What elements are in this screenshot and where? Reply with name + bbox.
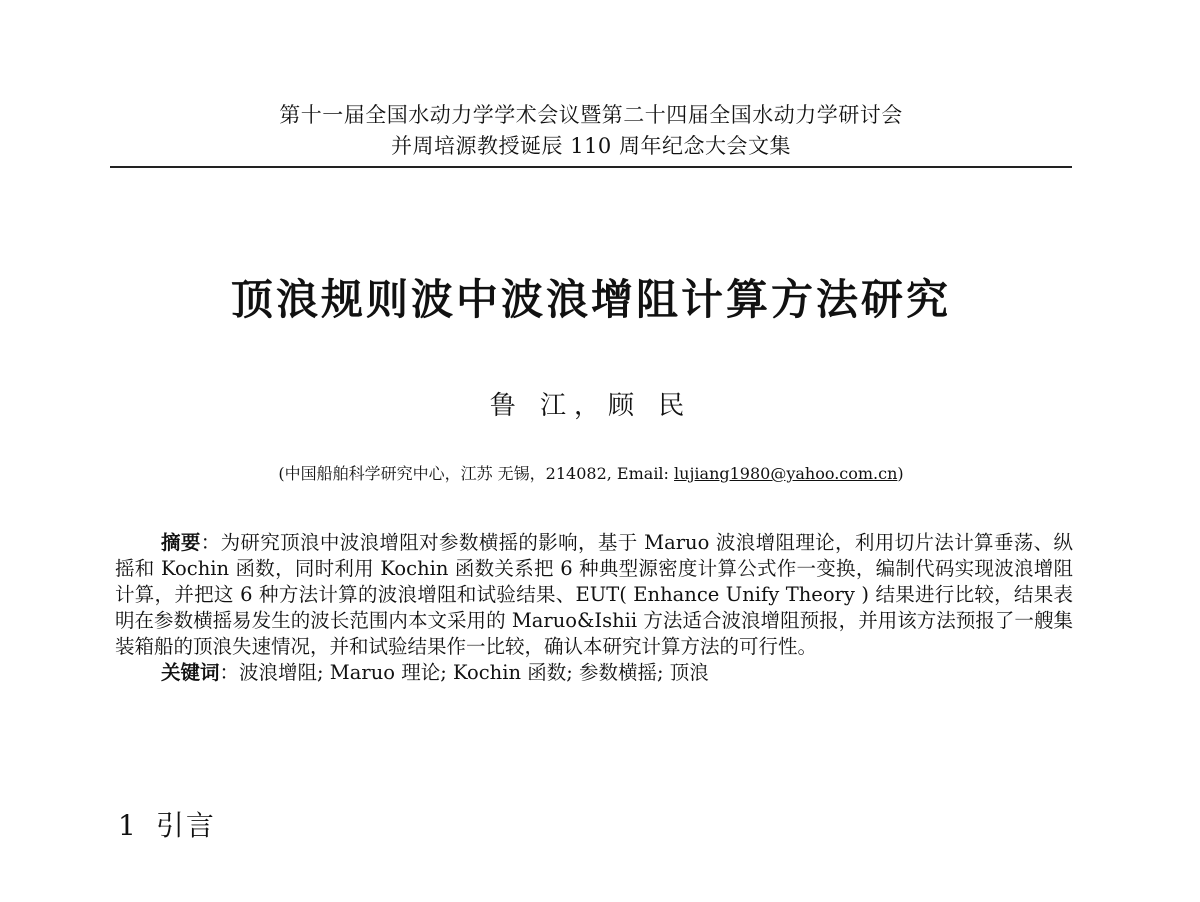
section-number: 1	[118, 809, 138, 842]
author-email-link[interactable]: lujiang1980@yahoo.com.cn	[674, 464, 898, 483]
affiliation-closing: )	[897, 464, 904, 483]
keywords-label: 关键词	[161, 661, 220, 684]
abstract-label: 摘要	[161, 531, 201, 554]
author-affiliation	[110, 461, 1072, 487]
section-title: 引言	[155, 809, 216, 842]
proceedings-title-line-1: 第十一届全国水动力学学术会议暨第二十四届全国水动力学研讨会	[279, 103, 903, 127]
keywords-text: ：波浪增阻; Maruo 理论; Kochin 函数; 参数横摇; 顶浪	[219, 661, 709, 684]
abstract-block	[115, 530, 1073, 686]
paper-title: 顶浪规则波中波浪增阻计算方法研究	[230, 275, 951, 324]
section-heading-introduction	[118, 806, 216, 846]
header-divider	[110, 166, 1072, 168]
proceedings-header	[110, 100, 1072, 162]
abstract-paragraph	[115, 530, 1073, 660]
paper-authors: 鲁 江，顾 民	[489, 391, 693, 421]
abstract-text: ：为研究顶浪中波浪增阻对参数横摇的影响，基于 Maruo 波浪增阻理论，利用切片法计算垂荡、纵摇和 Kochin 函数，同时利用 Kochin 函数关系把 6 种典型源密度计算公式作一变换，编制代码实现波浪增阻计算，并把这 6 种方法计算的波浪增阻和试验结果、EUT( Enhance Unify Theory ) 结果进行比较，结果表明在参数横摇易发生的波长范围内本文采用的 Maruo&Ishii 方法适合波浪增阻预报，并用该方法预报了一艘集装箱船的顶浪失速情况，并和试验结果作一比较，确认本研究计算方法的可行性。	[115, 531, 1073, 658]
keywords-paragraph	[115, 660, 1073, 686]
proceedings-title-line-2: 并周培源教授诞辰 110 周年纪念大会文集	[391, 134, 791, 158]
affiliation-text: (中国船舶科学研究中心，江苏 无锡，214082, Email:	[278, 464, 675, 483]
